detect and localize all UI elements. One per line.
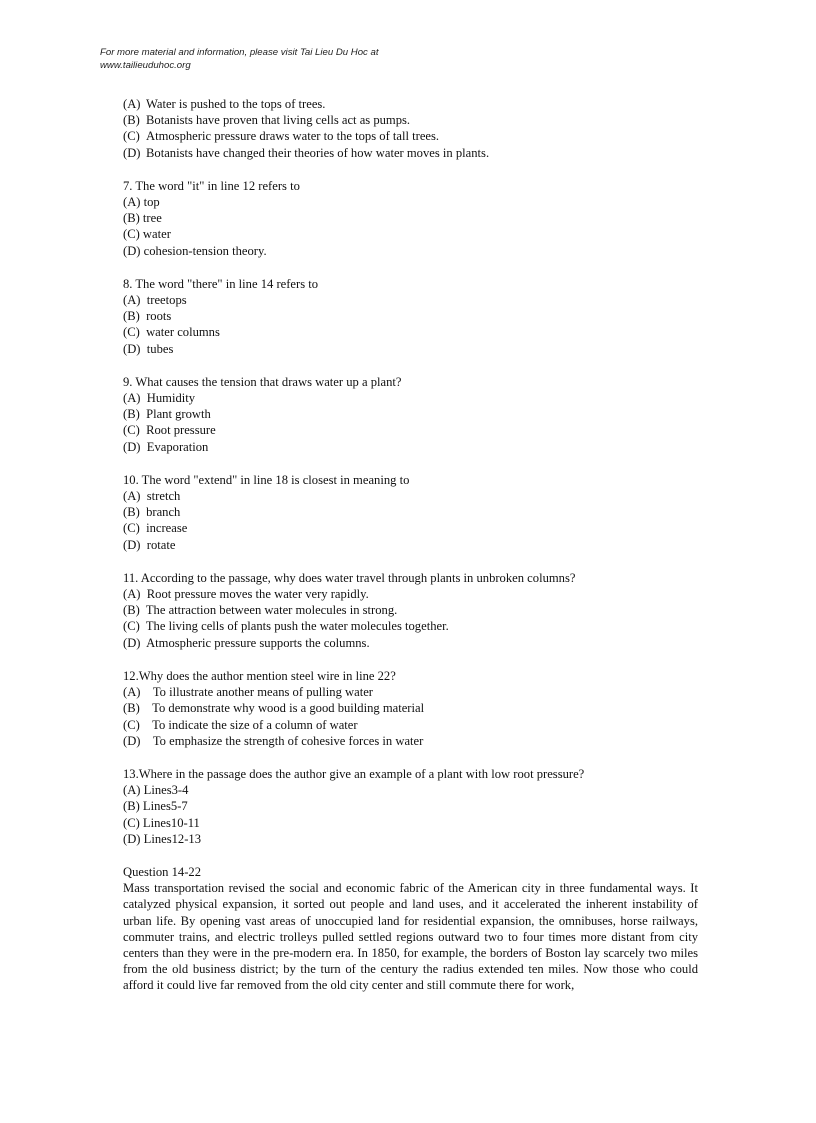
option: (B) Plant growth [123,407,211,422]
question-stem: 7. The word "it" in line 12 refers to [123,178,300,193]
option: (A) To illustrate another means of pulling water [123,685,373,700]
option: (C) increase [123,521,188,536]
option: (A) Humidity [123,391,196,406]
option: (C) To indicate the size of a column of water [123,717,358,732]
option-letter: (A) [123,97,141,111]
option: (B) roots [123,309,172,324]
option: (D) cohesion-tension theory. [123,243,267,258]
question-13 [123,766,698,847]
question-stem: 10. The word "extend" in line 18 is closest in meaning to [123,472,410,487]
question-stem: 12.Why does the author mention steel wire in line 22? [123,668,396,683]
option-letter: (C) [123,129,140,144]
option: (A) stretch [123,489,181,504]
option-text: Water is pushed to the tops of trees. [146,97,326,111]
option-row [123,145,698,161]
option: (C) The living cells of plants push the water molecules together. [123,619,449,634]
question-11 [123,570,698,651]
option: (D) rotate [123,537,176,552]
option-text: Botanists have changed their theories of how water moves in plants. [146,145,490,160]
passage-heading: Question 14-22 [123,864,202,879]
page-header [100,46,379,72]
document-content [123,96,698,994]
option-text: Botanists have proven that living cells act as pumps. [146,113,411,128]
option: (B) Lines5-7 [123,799,188,814]
question-stem: 13.Where in the passage does the author give an example of a plant with low root pressure? [123,766,585,781]
question-stem: 9. What causes the tension that draws water up a plant? [123,374,402,389]
option: (B) The attraction between water molecules in strong. [123,603,398,618]
option: (D) To emphasize the strength of cohesive forces in water [123,733,424,748]
question-10 [123,472,698,553]
option: (C) water [123,227,171,242]
question-stem: 8. The word "there" in line 14 refers to [123,276,319,291]
option-row [123,112,698,128]
option: (C) water columns [123,325,220,340]
question-7 [123,178,698,259]
option: (D) Atmospheric pressure supports the columns. [123,635,370,650]
question-8 [123,276,698,357]
option-letter: (D) [123,145,141,160]
option: (D) Lines12-13 [123,831,201,846]
option: (A) treetops [123,293,187,308]
option: (D) tubes [123,341,174,356]
header-line-1: For more material and information, please visit Tai Lieu Du Hoc at [100,47,379,58]
option: (C) Root pressure [123,423,216,438]
option: (D) Evaporation [123,439,209,454]
option: (A) Lines3-4 [123,783,189,798]
passage-section [123,864,698,994]
option: (C) Lines10-11 [123,815,200,830]
option-row [123,96,698,112]
question-stem: 11. According to the passage, why does water travel through plants in unbroken columns? [123,570,576,585]
option-letter: (B) [123,113,140,128]
option: (B) To demonstrate why wood is a good building material [123,701,425,716]
header-link[interactable]: www.tailieuduhoc.org [100,60,191,71]
passage-paragraph: Mass transportation revised the social and economic fabric of the American city in three fundamental ways. It catalyzed physical expansion, it sorted out people and land uses, and it accelerated the inherent instability of urban life. By opening vast areas of unoccupied land for residential expansion, the omnibuses, horse railways, commuter trains, and electric trolleys pulled settled regions outward two to four times more distant from city centers than they were in the pre-modern era. In 1850, for example, the borders of Boston lay scarcely two miles from the old business district; by the turn of the century the radius extended ten miles. Now those who could afford it could live far removed from the old city center and still commute there for work, [123,881,698,993]
option: (A) Root pressure moves the water very rapidly. [123,587,369,602]
option-row [123,128,698,144]
option: (B) branch [123,505,181,520]
option: (B) tree [123,211,162,226]
option-text: Atmospheric pressure draws water to the tops of tall trees. [146,129,440,144]
question-12 [123,668,698,749]
question-9 [123,374,698,455]
option: (A) top [123,195,160,210]
question-6-options [123,96,698,161]
